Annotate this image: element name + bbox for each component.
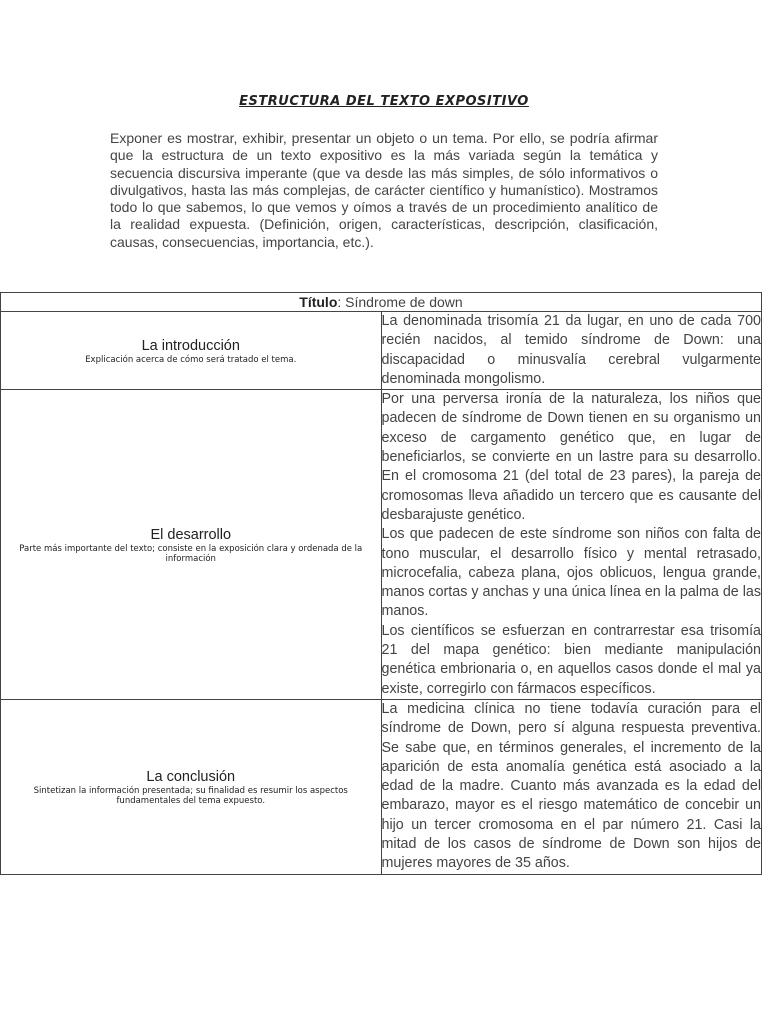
content-cell-conclusion — [381, 699, 762, 874]
content-paragraph: Los que padecen de este síndrome son niños con falta de tono muscular, el desarrollo físico y mental retrasado, microcefalia, cabeza plana, ojos oblicuos, lengua grande, manos cortas y anchas y una única línea en la palma de las manos. — [381, 526, 761, 620]
content-paragraph: Por una perversa ironía de la naturaleza, los niños que padecen de síndrome de Down tienen en su organismo un exceso de cargamento genético que, en lugar de beneficiarlos, se convierte en un lastre para su desarrollo. En el cromosoma 21 (del total de 23 pares), la pareja de cromosomas lleva añadido un tercero que es causante del desbarajuste genético. — [381, 391, 761, 523]
content-cell-desarrollo — [381, 390, 762, 700]
section-name: La conclusión — [146, 768, 236, 785]
document-title: ESTRUCTURA DEL TEXTO EXPOSITIVO — [239, 94, 529, 109]
table-row-desarrollo — [1, 390, 762, 700]
content-cell-introduccion — [381, 312, 762, 390]
section-cell-introduccion — [1, 312, 382, 390]
table-row-conclusion — [1, 699, 762, 874]
section-cell-desarrollo — [1, 390, 382, 700]
section-cell-conclusion — [1, 699, 382, 874]
table-title-label: Título — [299, 293, 338, 310]
section-description: Parte más importante del texto; consiste en la exposición clara y ordenada de la información — [19, 543, 363, 564]
table-title-row — [1, 293, 762, 312]
section-description: Sintetizan la información presentada; su finalidad es resumir los aspectos fundamentales del tema expuesto. — [33, 785, 348, 806]
table-title-value: Síndrome de down — [345, 293, 463, 310]
intro-paragraph: Exponer es mostrar, exhibir, presentar un objeto o un tema. Por ello, se podría afirmar que la estructura de un texto expositivo es la más variada según la temática y secuencia discursiva imperante (que va desde las más simples, de sólo informativos o divulgativos, hasta las más complejas, de carácter científico y humanístico). Mostramos todo lo que sabemos, lo que vemos y oímos a través de un procedimiento analítico de la realidad expuesta. (Definición, origen, características, descripción, clasificación, causas, consecuencias, importancia, etc.). — [110, 130, 658, 250]
table-row-introduccion — [1, 312, 762, 390]
section-name: La introducción — [141, 337, 240, 354]
table-title-cell — [1, 293, 762, 312]
content-paragraph: Los científicos se esfuerzan en contrarrestar esa trisomía 21 del mapa genético: bien mediante manipulación genética embrionaria o, en aquellos casos donde el mal ya existe, corregirlo con fármacos específicos. — [381, 622, 761, 697]
section-description: Explicación acerca de cómo será tratado el tema. — [85, 354, 297, 365]
table-title-separator: : — [337, 293, 346, 310]
section-name: El desarrollo — [150, 526, 232, 543]
structure-table — [0, 292, 762, 875]
content-paragraph: La medicina clínica no tiene todavía curación para el síndrome de Down, pero sí alguna respuesta preventiva. Se sabe que, en términos generales, el incremento de la aparición de esta anomalía genética está asociado a la edad de la madre. Cuanto más avanzada es la edad del embarazo, mayor es el riesgo matemático de concebir un hijo un tercer cromosoma en el par número 21. Casi la mitad de los casos de síndrome de Down son hijos de mujeres mayores de 35 años. — [381, 700, 761, 872]
content-paragraph: La denominada trisomía 21 da lugar, en uno de cada 700 recién nacidos, al temido síndrome de Down: una discapacidad o minusvalía cerebral vulgarmente denominada mongolismo. — [381, 313, 761, 387]
